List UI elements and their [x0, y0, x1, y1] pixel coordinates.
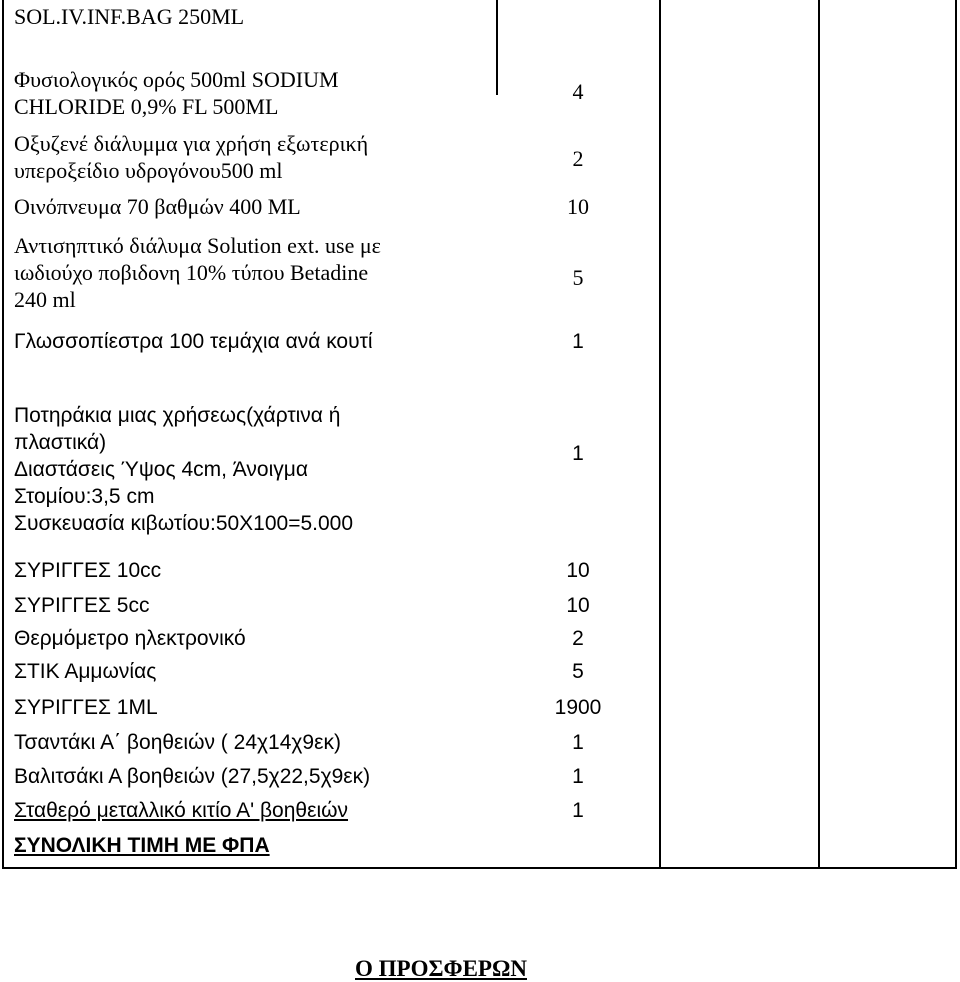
item-description: Τσαντάκι Α΄ βοηθειών ( 24χ14χ9εκ)	[14, 731, 341, 754]
item-description: ΣΤΙΚ Αμμωνίας	[14, 660, 157, 683]
item-description: ΣΥΡΙΓΓΕΣ 5cc	[14, 594, 150, 617]
item-description: Ποτηράκια μιας χρήσεως(χάρτινα ή πλαστικά) Διαστάσεις Ύψος 4cm, Άνοιγμα Στομίου:3,5 cm Συσκευασία κιβωτίου:50Χ100=5.000	[14, 404, 354, 535]
item-quantity: 1	[572, 330, 584, 353]
item-description: Οινόπνευμα 70 βαθμών 400 ML	[14, 194, 301, 219]
item-description: Φυσιολογικός ορός 500ml SODIUM CHLORIDE 0,9% FL 500ML	[14, 67, 339, 119]
column-divider-2	[659, 0, 661, 869]
item-description: ΣΥΡΙΓΓΕΣ 10cc	[14, 559, 162, 582]
table-left-border	[2, 0, 4, 869]
item-description: SOL.IV.INF.BAG 250ML	[14, 4, 245, 29]
item-description: Βαλιτσάκι Α βοηθειών (27,5χ22,5χ9εκ)	[14, 765, 371, 788]
bidder-signature-label: Ο ΠΡΟΣΦΕΡΩΝ	[355, 956, 527, 981]
item-quantity: 1	[572, 765, 584, 788]
item-description: Σταθερό μεταλλικό κιτίο Α' βοηθειών	[14, 799, 349, 822]
item-description: Οξυζενέ διάλυμμα για χρήση εξωτερική υπεροξείδιο υδρογόνου500 ml	[14, 131, 369, 183]
item-quantity: 5	[572, 660, 584, 683]
total-price-label: ΣΥΝΟΛΙΚΗ ΤΙΜΗ ΜΕ ΦΠΑ	[14, 834, 270, 857]
item-quantity: 1	[572, 442, 584, 465]
item-quantity: 1	[572, 799, 584, 822]
item-quantity: 1900	[554, 696, 602, 719]
item-description: Θερμόμετρο ηλεκτρονικό	[14, 627, 246, 650]
item-quantity: 1	[572, 731, 584, 754]
item-description: Αντισηπτικό διάλυμα Solution ext. use με ιωδιούχο ποβιδονη 10% τύπου Betadine 240 ml	[14, 233, 381, 312]
item-quantity: 10	[567, 194, 589, 219]
item-quantity: 2	[572, 146, 584, 171]
column-divider-3	[818, 0, 820, 869]
item-quantity: 2	[572, 627, 584, 650]
item-quantity: 4	[572, 79, 584, 104]
item-quantity: 10	[566, 594, 590, 617]
item-description: Γλωσσοπίεστρα 100 τεμάχια ανά κουτί	[14, 330, 373, 353]
table-right-border	[955, 0, 957, 869]
column-divider-1	[496, 0, 498, 95]
item-quantity: 10	[566, 559, 590, 582]
item-quantity: 5	[572, 265, 584, 290]
item-description: ΣΥΡΙΓΓΕΣ 1ML	[14, 696, 158, 719]
table-bottom-border	[2, 867, 957, 869]
